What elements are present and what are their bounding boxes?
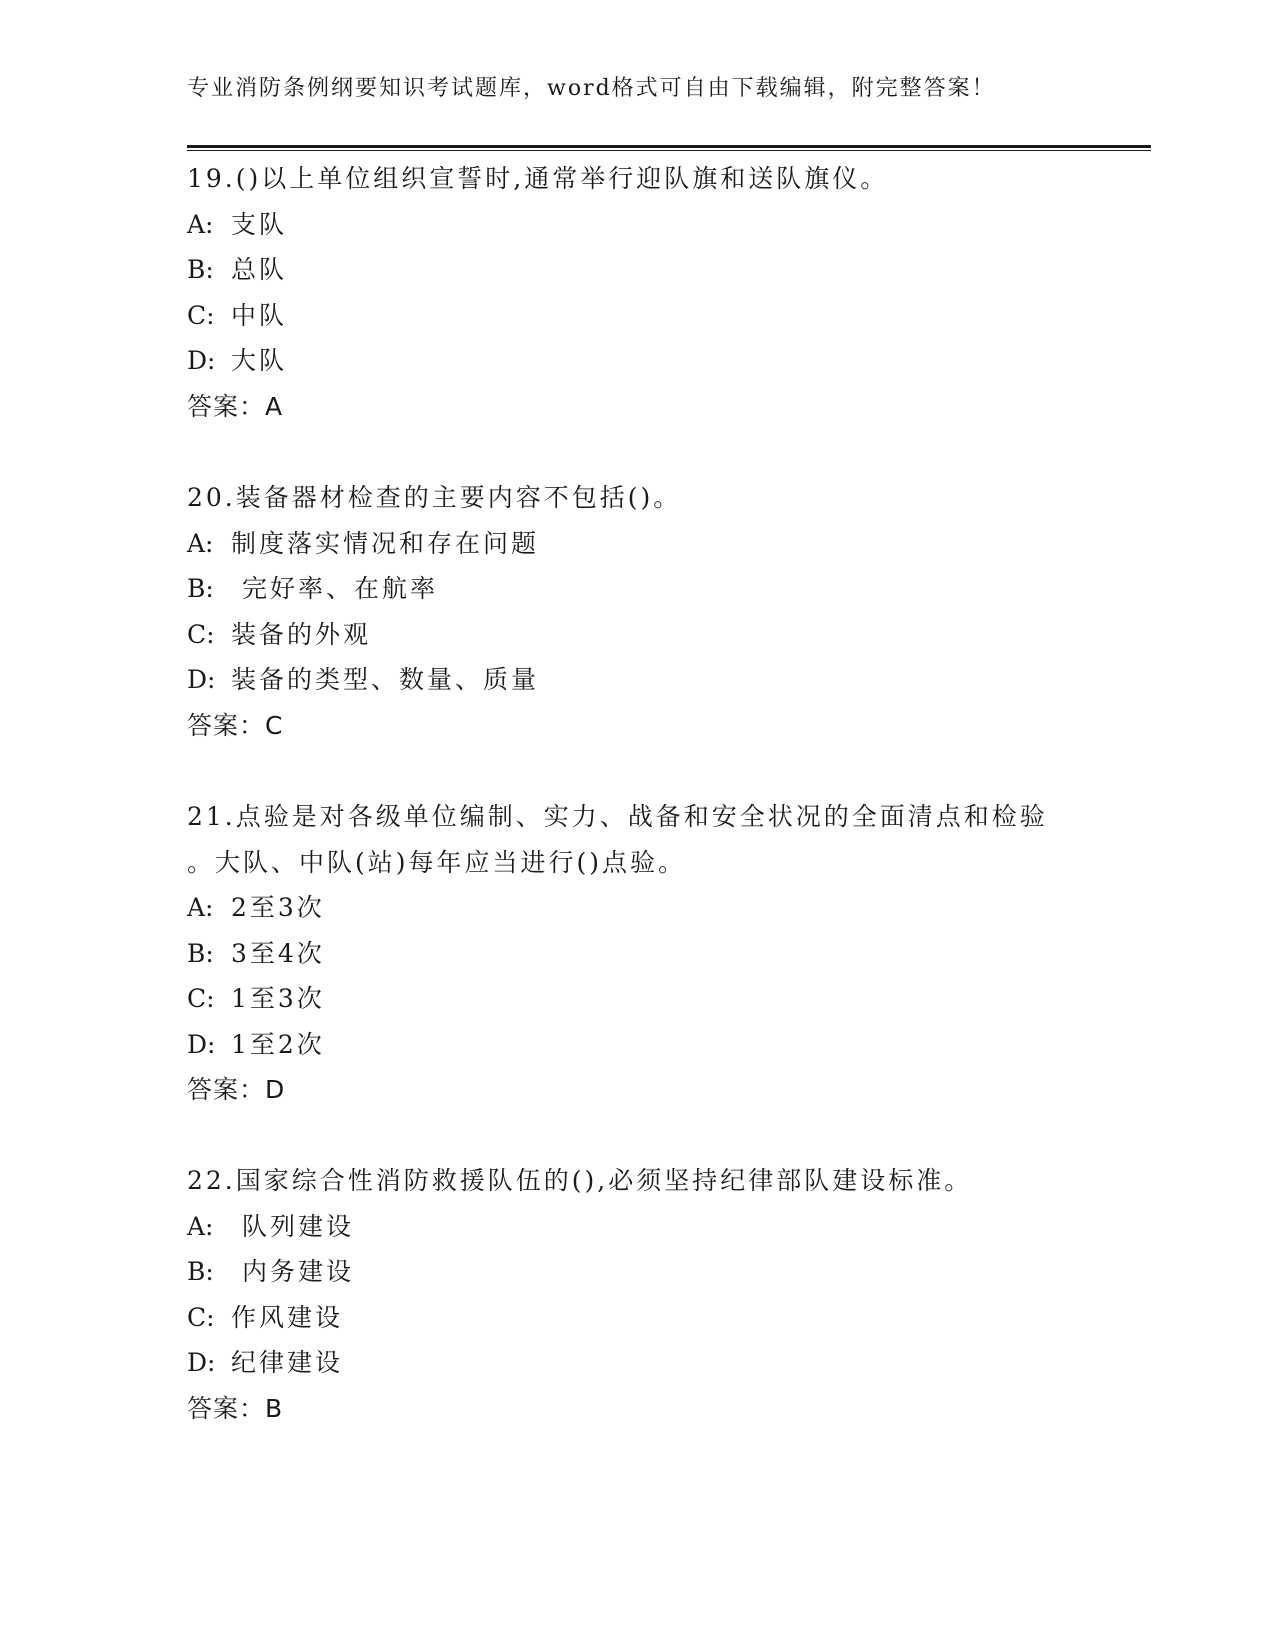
- option-c: [187, 976, 1087, 1022]
- option-letter: A:: [187, 209, 214, 239]
- option-text: 制度落实情况和存在问题: [231, 528, 540, 558]
- option-c: [187, 293, 1087, 339]
- option-letter: A:: [187, 528, 214, 558]
- option-text: 大队: [231, 346, 288, 375]
- question-22: [187, 1158, 1087, 1431]
- question-19: [187, 156, 1087, 429]
- option-text: 作风建设: [231, 1302, 344, 1332]
- option-text: 内务建设: [231, 1257, 354, 1286]
- option-a: [187, 521, 1087, 567]
- option-letter: B:: [187, 255, 214, 284]
- option-text: 支队: [231, 209, 288, 239]
- option-a: [187, 1204, 1087, 1250]
- option-text: 1至2次: [231, 1029, 325, 1059]
- option-text: 1至3次: [231, 984, 325, 1013]
- question-stem: 22.国家综合性消防救援队伍的(),必须坚持纪律部队建设标准。: [187, 1166, 973, 1195]
- option-b: [187, 566, 1087, 612]
- option-text: 装备的类型、数量、质量: [231, 665, 540, 694]
- option-b: [187, 1249, 1087, 1295]
- question-stem: 20.装备器材检查的主要内容不包括()。: [187, 483, 682, 512]
- answer-line: 答案：B: [187, 1393, 284, 1423]
- header-rule-thin: [187, 150, 1151, 151]
- option-text: 中队: [231, 300, 288, 330]
- option-text: 总队: [231, 255, 288, 284]
- question-stem-line-2: 。大队、中队(站)每年应当进行()点验。: [187, 847, 687, 877]
- option-letter: B:: [187, 938, 214, 968]
- document-header: 专业消防条例纲要知识考试题库，word格式可自由下载编辑，附完整答案！: [187, 76, 996, 101]
- option-text: 完好率、在航率: [231, 574, 438, 603]
- option-a: [187, 885, 1087, 931]
- option-letter: B:: [187, 1257, 214, 1286]
- option-letter: D:: [187, 346, 216, 375]
- answer-line: 答案：C: [187, 710, 284, 740]
- option-letter: A:: [187, 1211, 214, 1241]
- header-rule-thick: [187, 145, 1151, 148]
- option-letter: B:: [187, 574, 214, 603]
- question-stem-line-1: 21.点验是对各级单位编制、实力、战备和安全状况的全面清点和检验: [187, 802, 1048, 831]
- option-text: 3至4次: [231, 938, 325, 968]
- question-20: [187, 475, 1087, 748]
- option-letter: D:: [187, 1348, 216, 1377]
- option-letter: D:: [187, 665, 216, 694]
- option-d: [187, 338, 1087, 384]
- option-letter: D:: [187, 1029, 216, 1059]
- option-letter: C:: [187, 984, 215, 1013]
- option-a: [187, 202, 1087, 248]
- option-text: 队列建设: [231, 1211, 354, 1241]
- option-c: [187, 612, 1087, 658]
- option-d: [187, 1022, 1087, 1068]
- option-letter: C:: [187, 300, 215, 330]
- option-text: 装备的外观: [231, 619, 372, 649]
- option-c: [187, 1295, 1087, 1341]
- option-letter: C:: [187, 619, 215, 649]
- option-text: 纪律建设: [231, 1348, 344, 1377]
- option-letter: A:: [187, 893, 214, 922]
- question-21: [187, 794, 1087, 1113]
- option-text: 2至3次: [231, 893, 325, 922]
- answer-line: 答案：D: [187, 1075, 286, 1104]
- option-d: [187, 657, 1087, 703]
- answer-line: 答案：A: [187, 391, 284, 421]
- question-stem: 19.()以上单位组织宣誓时,通常举行迎队旗和送队旗仪。: [187, 164, 889, 193]
- option-d: [187, 1340, 1087, 1386]
- option-letter: C:: [187, 1302, 215, 1332]
- option-b: [187, 931, 1087, 977]
- option-b: [187, 247, 1087, 293]
